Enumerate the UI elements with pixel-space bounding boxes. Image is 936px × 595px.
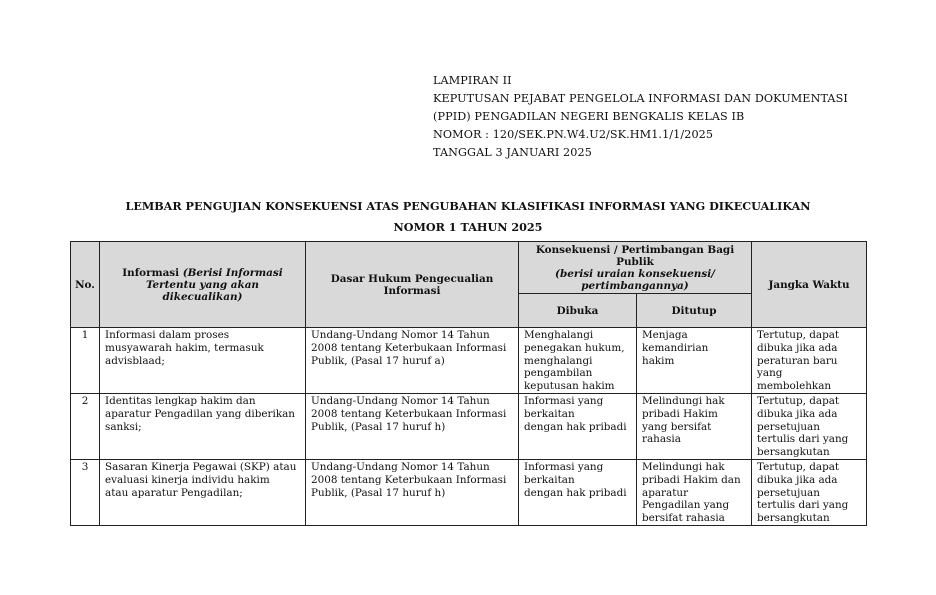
cell-jangka-waktu: Tertutup, dapat dibuka jika ada peraturan baru yang membolehkan: [752, 328, 867, 394]
cell-informasi: Identitas lengkap hakim dan aparatur Pengadilan yang diberikan sanksi;: [100, 394, 306, 460]
header-dasar-hukum: Dasar Hukum Pengecualian Informasi: [306, 242, 519, 328]
document-title: LEMBAR PENGUJIAN KONSEKUENSI ATAS PENGUBAHAN KLASIFIKASI INFORMASI YANG DIKECUALIKAN: [125, 199, 811, 213]
header-jangka-waktu: Jangka Waktu: [752, 242, 867, 328]
table-row: [71, 460, 867, 526]
cell-informasi: Informasi dalam proses musyawarah hakim, termasuk advisblaad;: [100, 328, 306, 394]
row-number: 3: [71, 460, 100, 526]
cell-dibuka: Informasi yang berkaitan dengan hak pribadi: [519, 394, 637, 460]
tanggal-line: TANGGAL 3 JANUARI 2025: [433, 146, 592, 159]
cell-dasar-hukum: Undang-Undang Nomor 14 Tahun 2008 tentang Keterbukaan Informasi Publik, (Pasal 17 huruf h): [306, 460, 519, 526]
cell-dasar-hukum: Undang-Undang Nomor 14 Tahun 2008 tentang Keterbukaan Informasi Publik, (Pasal 17 huruf a): [306, 328, 519, 394]
cell-ditutup: Menjaga kemandirian hakim: [637, 328, 752, 394]
header-dibuka: Dibuka: [519, 294, 637, 328]
header-informasi: Informasi (Berisi Informasi Tertentu yang akan dikecualikan): [100, 242, 306, 328]
keputusan-line: KEPUTUSAN PEJABAT PENGELOLA INFORMASI DAN DOKUMENTASI: [433, 92, 848, 105]
instansi-line: (PPID) PENGADILAN NEGERI BENGKALIS KELAS IB: [433, 110, 745, 123]
cell-dibuka: Informasi yang berkaitan dengan hak pribadi: [519, 460, 637, 526]
cell-ditutup: Melindungi hak pribadi Hakim dan aparatur Pengadilan yang bersifat rahasia: [637, 460, 752, 526]
cell-jangka-waktu: Tertutup, dapat dibuka jika ada persetujuan tertulis dari yang bersangkutan: [752, 460, 867, 526]
lampiran-header: [433, 72, 848, 162]
document-number: NOMOR 1 TAHUN 2025: [393, 220, 543, 234]
cell-dasar-hukum: Undang-Undang Nomor 14 Tahun 2008 tentang Keterbukaan Informasi Publik, (Pasal 17 huruf h): [306, 394, 519, 460]
consequence-test-table: [70, 241, 867, 526]
table-row: [71, 394, 867, 460]
table-row: [71, 328, 867, 394]
header-ditutup: Ditutup: [637, 294, 752, 328]
nomor-line: NOMOR : 120/SEK.PN.W4.U2/SK.HM1.1/1/2025: [433, 128, 714, 141]
header-no: No.: [71, 242, 100, 328]
cell-jangka-waktu: Tertutup, dapat dibuka jika ada persetujuan tertulis dari yang bersangkutan: [752, 394, 867, 460]
cell-dibuka: Menghalangi penegakan hukum, menghalangi pengambilan keputusan hakim: [519, 328, 637, 394]
row-number: 2: [71, 394, 100, 460]
cell-informasi: Sasaran Kinerja Pegawai (SKP) atau evaluasi kinerja individu hakim atau aparatur Pengadilan;: [100, 460, 306, 526]
lampiran-title: LAMPIRAN II: [433, 74, 512, 87]
table-header-row: [71, 242, 867, 294]
header-konsekuensi: Konsekuensi / Pertimbangan Bagi Publik (berisi uraian konsekuensi/ pertimbangannya): [519, 242, 752, 294]
cell-ditutup: Melindungi hak pribadi Hakim yang bersifat rahasia: [637, 394, 752, 460]
row-number: 1: [71, 328, 100, 394]
